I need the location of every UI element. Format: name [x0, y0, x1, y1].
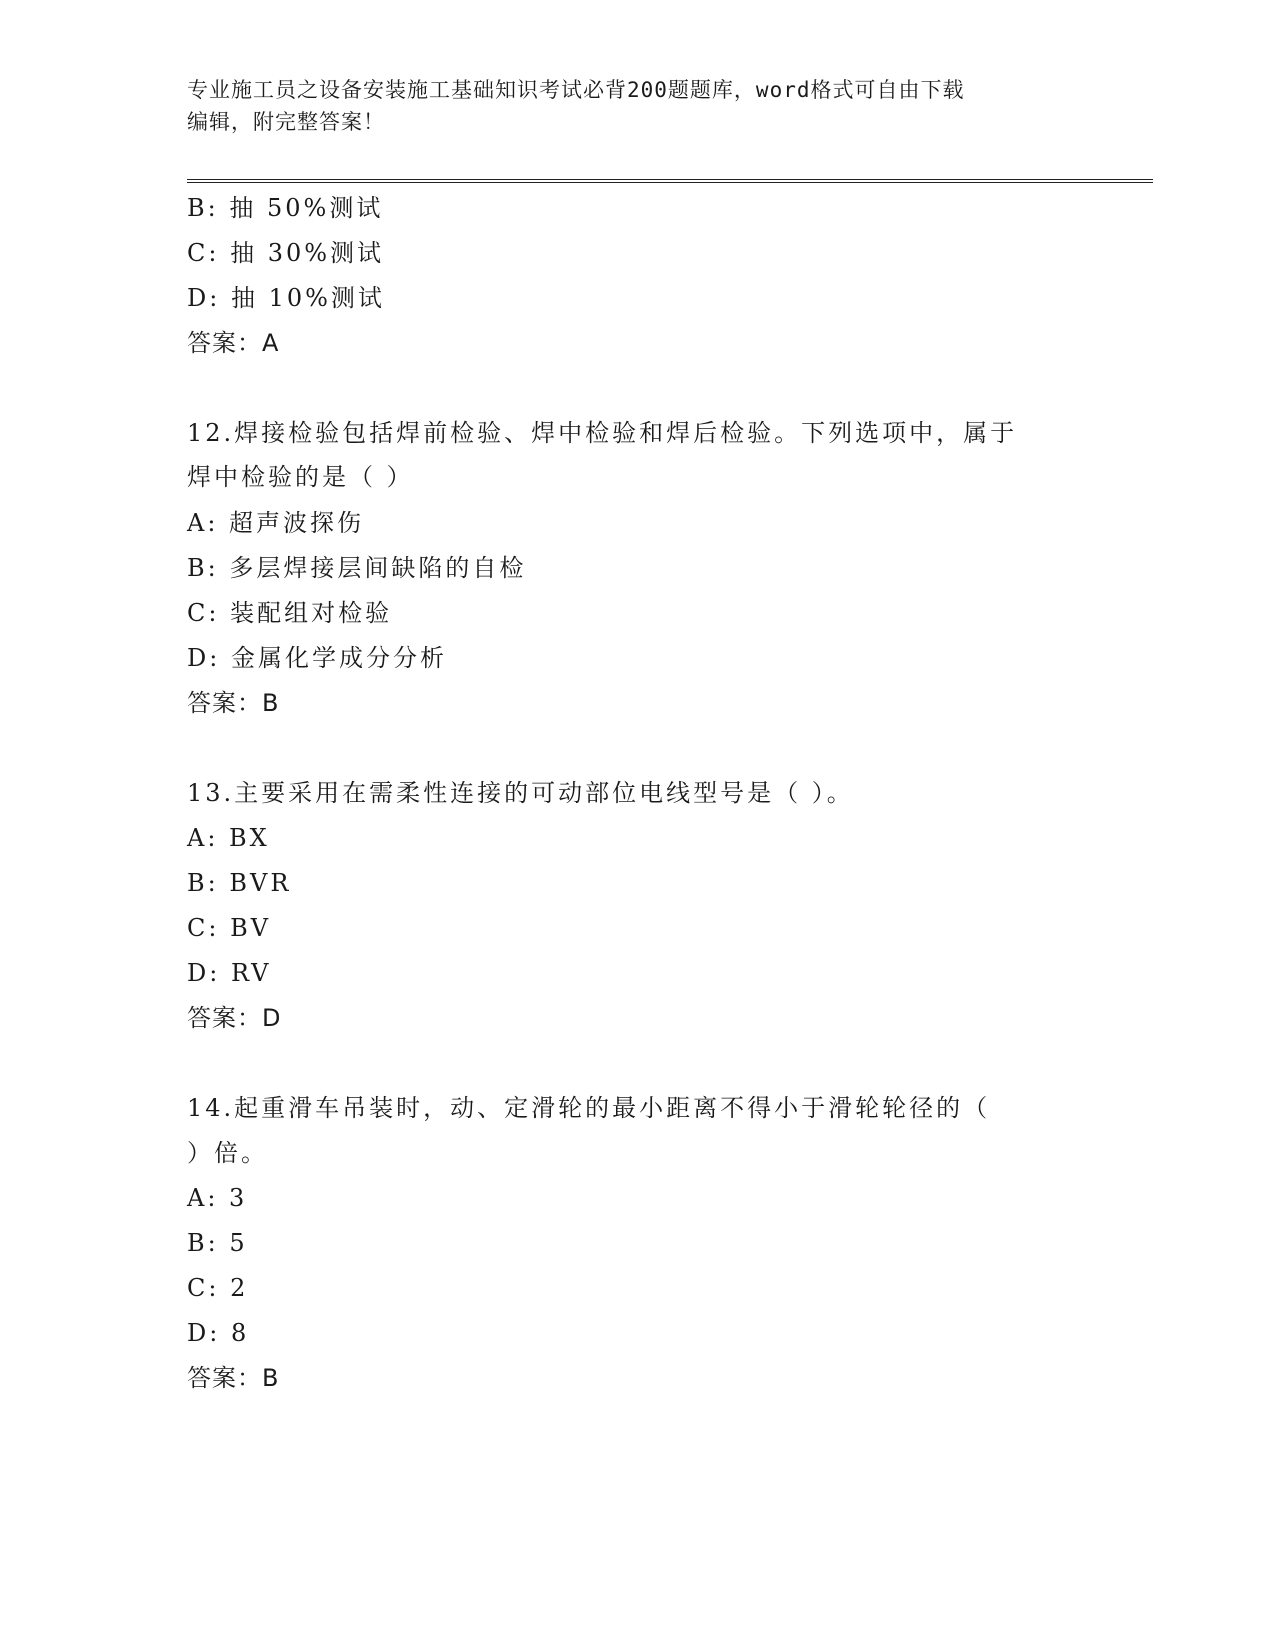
- option-c: C: 装配组对检验: [187, 599, 393, 627]
- option-b: B: 5: [187, 1229, 248, 1257]
- option-d: D: 金属化学成分分析: [187, 644, 447, 672]
- question-stem-13: 13.主要采用在需柔性连接的可动部位电线型号是（ ）。: [187, 779, 854, 807]
- option-c: C: 抽 30%测试: [187, 239, 385, 267]
- question-stem-14-cont: ）倍。: [187, 1139, 268, 1167]
- header-title-line-2: 编辑，附完整答案！: [187, 110, 385, 134]
- answer: 答案：B: [187, 1364, 280, 1392]
- option-d: D: RV: [187, 959, 272, 987]
- answer: 答案：B: [187, 689, 280, 717]
- answer: 答案：D: [187, 1004, 282, 1032]
- document-header: [187, 74, 1067, 138]
- option-b: B: BVR: [187, 869, 292, 897]
- option-a: A: BX: [187, 824, 270, 852]
- option-a: A: 3: [187, 1184, 248, 1212]
- question-stem-12: 12.焊接检验包括焊前检验、焊中检验和焊后检验。下列选项中，属于: [187, 419, 1018, 447]
- header-divider: [187, 179, 1153, 183]
- option-b: B: 多层焊接层间缺陷的自检: [187, 554, 527, 582]
- question-stem-14: 14.起重滑车吊装时，动、定滑轮的最小距离不得小于滑轮轮径的（: [187, 1094, 991, 1122]
- option-d: D: 8: [187, 1319, 250, 1347]
- option-c: C: 2: [187, 1274, 249, 1302]
- question-stem-12-cont: 焊中检验的是（ ）: [187, 463, 414, 491]
- option-a: A: 超声波探伤: [187, 509, 365, 537]
- option-b: B: 抽 50%测试: [187, 194, 384, 222]
- option-d: D: 抽 10%测试: [187, 284, 385, 312]
- option-c: C: BV: [187, 914, 272, 942]
- answer: 答案：A: [187, 329, 280, 357]
- header-title-line-1: 专业施工员之设备安装施工基础知识考试必背200题题库，word格式可自由下载: [187, 78, 965, 102]
